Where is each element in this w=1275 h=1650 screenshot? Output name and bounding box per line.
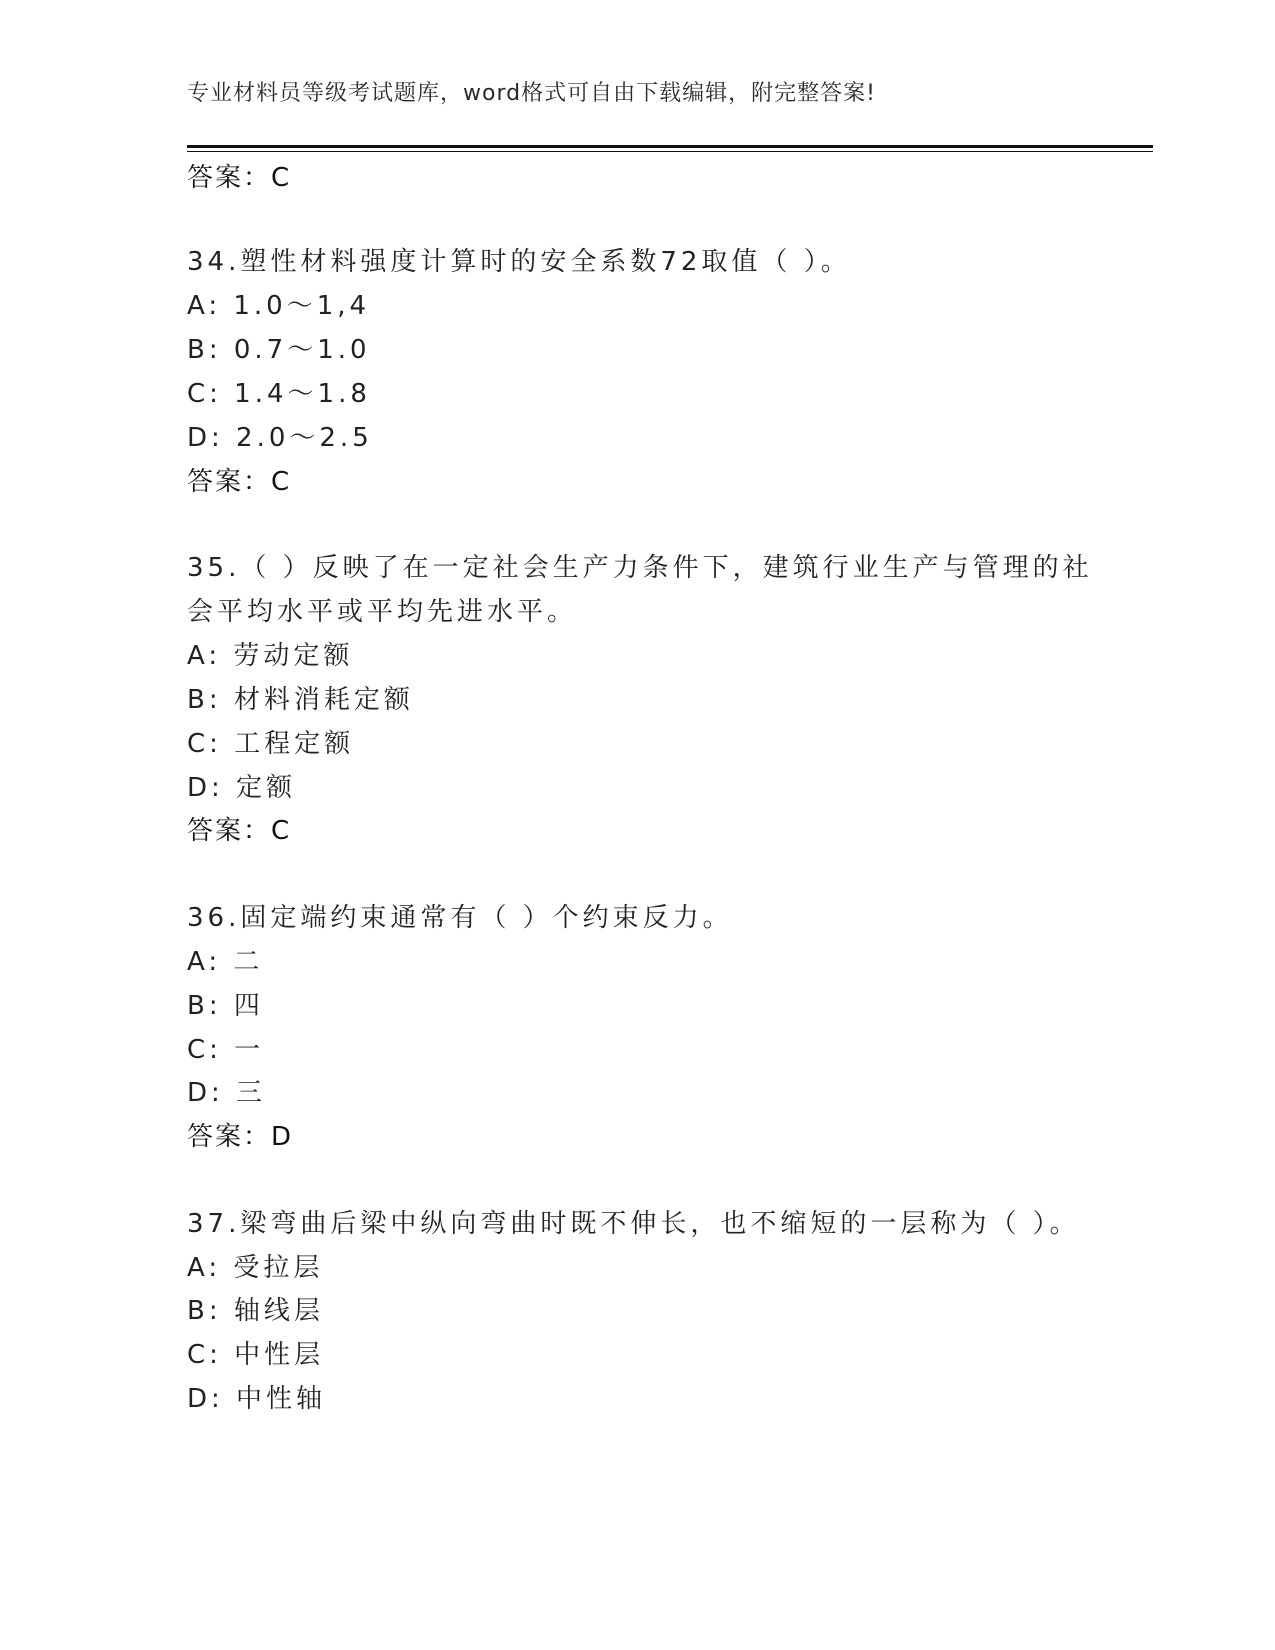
question-35-answer: 答案：C <box>187 816 292 846</box>
question-35-option-b: B: 材料消耗定额 <box>187 685 414 715</box>
question-36-option-c: C: 一 <box>187 1035 265 1065</box>
question-34-option-d: D: 2.0～2.5 <box>187 423 373 453</box>
header-rule-thin <box>187 151 1153 152</box>
answer-prev: 答案：C <box>187 163 292 193</box>
question-34-answer: 答案：C <box>187 467 292 497</box>
question-35-option-d: D: 定额 <box>187 773 297 803</box>
question-36-option-a: A: 二 <box>187 947 264 977</box>
question-36-option-d: D: 三 <box>187 1078 267 1108</box>
question-37-option-d: D: 中性轴 <box>187 1384 327 1414</box>
question-34-option-c: C: 1.4～1.8 <box>187 379 371 409</box>
question-37-option-a: A: 受拉层 <box>187 1253 324 1283</box>
question-36-option-b: B: 四 <box>187 991 264 1021</box>
header-rule-thick <box>187 145 1153 148</box>
question-37-option-b: B: 轴线层 <box>187 1296 324 1326</box>
page-header-text: 专业材料员等级考试题库，word格式可自由下载编辑，附完整答案! <box>187 81 876 106</box>
question-34-option-a: A: 1.0～1,4 <box>187 291 371 321</box>
question-35-stem-line-1: 35.（ ）反映了在一定社会生产力条件下，建筑行业生产与管理的社 <box>187 553 1093 583</box>
question-35-option-a: A: 劳动定额 <box>187 641 354 671</box>
question-36-answer: 答案：D <box>187 1122 294 1152</box>
question-35-stem-line-2: 会平均水平或平均先进水平。 <box>187 597 578 627</box>
question-35-option-c: C: 工程定额 <box>187 729 355 759</box>
question-37-stem: 37.梁弯曲后梁中纵向弯曲时既不伸长，也不缩短的一层称为（ ）。 <box>187 1209 1080 1239</box>
question-34-stem: 34.塑性材料强度计算时的安全系数72取值（ ）。 <box>187 247 851 277</box>
question-34-option-b: B: 0.7～1.0 <box>187 335 371 365</box>
question-36-stem: 36.固定端约束通常有（ ）个约束反力。 <box>187 903 733 933</box>
question-37-option-c: C: 中性层 <box>187 1340 325 1370</box>
